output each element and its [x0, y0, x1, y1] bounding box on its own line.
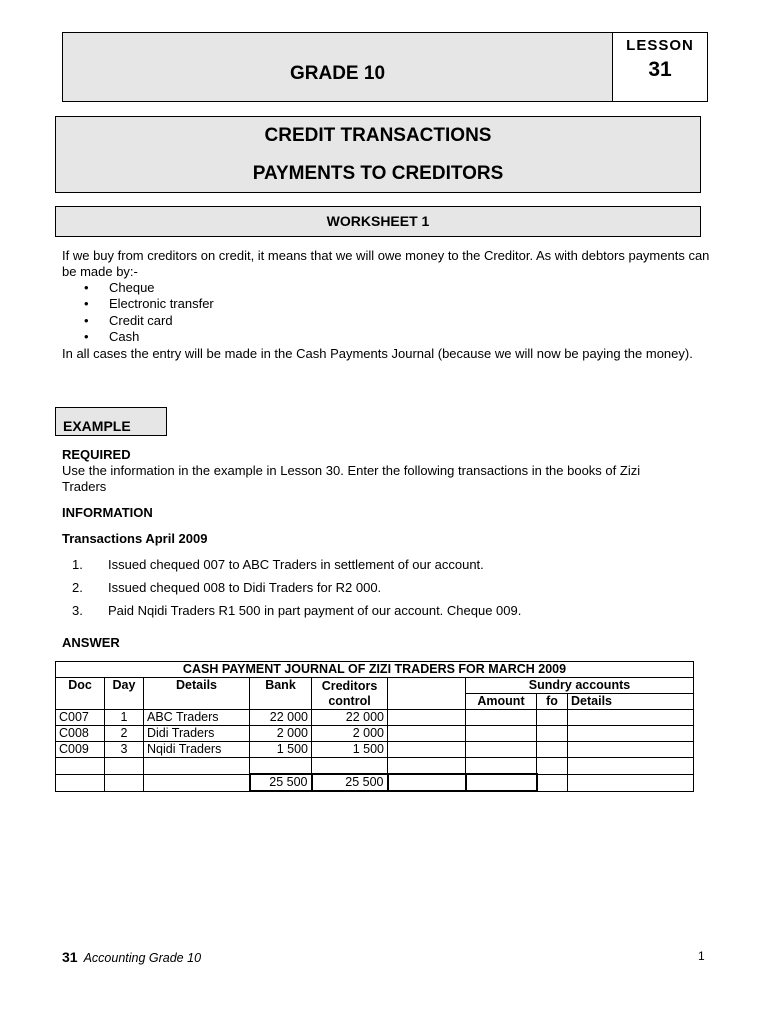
table-row: C009 3 Nqidi Traders 1 500 1 500	[56, 742, 694, 758]
transactions-list	[62, 557, 521, 626]
lesson-number: 31	[648, 58, 672, 81]
page-number: 1	[698, 949, 705, 963]
col-sundry-accounts: Sundry accounts	[466, 678, 694, 694]
col-bank: Bank	[250, 678, 312, 710]
col-doc: Doc	[56, 678, 105, 710]
payment-methods-list	[62, 280, 214, 345]
grade-title: GRADE 10	[63, 33, 613, 101]
title-line-2: PAYMENTS TO CREDITORS	[252, 163, 504, 184]
list-item: 3. Paid Nqidi Traders R1 500 in part payment of our account. Cheque 009.	[72, 603, 522, 618]
list-item: • Credit card	[62, 313, 214, 329]
table-row: C007 1 ABC Traders 22 000 22 000	[56, 710, 694, 726]
lesson-label: LESSON	[626, 37, 694, 54]
table-row: C008 2 Didi Traders 2 000 2 000	[56, 726, 694, 742]
footer	[62, 949, 201, 965]
lesson-box	[613, 33, 707, 101]
col-day: Day	[105, 678, 144, 710]
required-heading: REQUIRED	[62, 447, 131, 462]
answer-heading: ANSWER	[62, 635, 120, 650]
header-box	[62, 32, 708, 102]
footer-lesson-number: 31	[62, 949, 78, 965]
list-item: 1. Issued chequed 007 to ABC Traders in settlement of our account.	[72, 557, 484, 572]
example-label: EXAMPLE	[55, 407, 167, 436]
information-heading: INFORMATION	[62, 505, 153, 520]
table-row	[56, 758, 694, 775]
col-details: Details	[144, 678, 250, 710]
col-sundry-details: Details	[568, 694, 694, 710]
title-box	[55, 116, 701, 193]
list-item: • Cheque	[62, 280, 214, 296]
journal-title: CASH PAYMENT JOURNAL OF ZIZI TRADERS FOR MARCH 2009	[56, 662, 694, 678]
transactions-heading: Transactions April 2009	[62, 531, 208, 546]
intro-closing: In all cases the entry will be made in the Cash Payments Journal (because we will now be paying the money).	[62, 346, 693, 361]
col-creditors-control: Creditors control	[312, 678, 388, 710]
creditors-total: 25 500	[312, 774, 388, 791]
list-item: • Electronic transfer	[62, 296, 214, 312]
worksheet-heading: WORKSHEET 1	[55, 206, 701, 237]
required-text: Use the information in the example in Lesson 30. Enter the following transactions in the books of Zizi Traders	[62, 463, 641, 494]
col-sundry-fo: fo	[537, 694, 568, 710]
totals-row	[56, 774, 694, 791]
footer-text: Accounting Grade 10	[83, 951, 202, 965]
col-blank	[388, 678, 466, 710]
col-sundry-amount: Amount	[466, 694, 537, 710]
list-item: 2. Issued chequed 008 to Didi Traders for R2 000.	[72, 580, 382, 595]
title-line-1: CREDIT TRANSACTIONS	[264, 125, 492, 146]
intro-text: If we buy from creditors on credit, it means that we will owe money to the Creditor. As with debtors payments can be made by:-	[62, 248, 710, 279]
cash-payment-journal	[55, 661, 694, 792]
list-item: • Cash	[62, 329, 214, 345]
bank-total: 25 500	[250, 774, 312, 791]
